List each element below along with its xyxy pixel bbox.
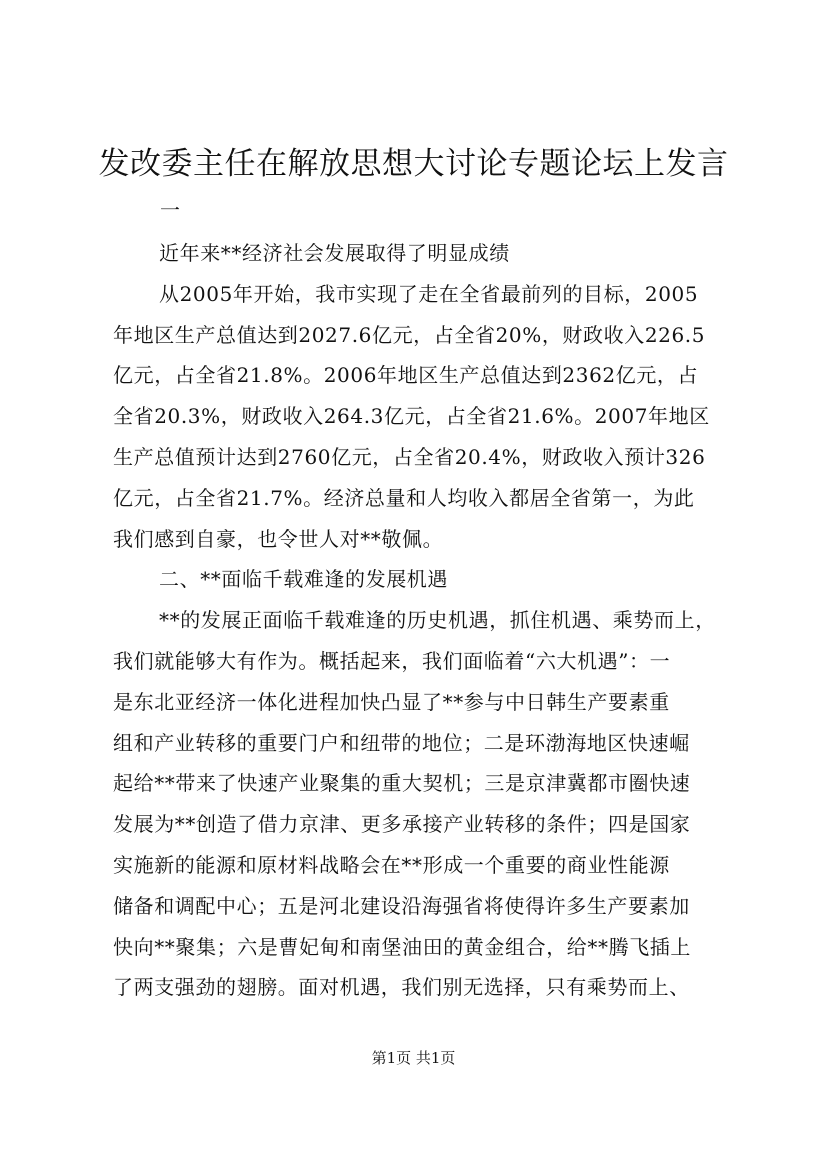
paragraph-line: 亿元，占全省21.7%。经济总量和人均收入都居全省第一，为此	[113, 485, 695, 510]
paragraph-line: 发展为**创造了借力京津、更多承接产业转移的条件；四是国家	[113, 812, 691, 837]
paragraph-line: 是东北亚经济一体化进程加快凸显了**参与中日韩生产要素重	[113, 689, 670, 714]
paragraph-line: 起给**带来了快速产业聚集的重大契机；三是京津冀都市圈快速	[113, 771, 691, 796]
paragraph-line: 我们就能够大有作为。概括起来，我们面临着“六大机遇”：一	[113, 648, 671, 673]
paragraph-line: 全省20.3%，财政收入264.3亿元，占全省21.6%。2007年地区	[113, 404, 710, 429]
paragraph-line: 组和产业转移的重要门户和纽带的地位；二是环渤海地区快速崛	[113, 730, 690, 755]
heading-line: 二、**面临千载难逢的发展机遇	[159, 567, 448, 592]
document-body	[113, 233, 715, 1008]
paragraph-line: 实施新的能源和原材料战略会在**形成一个重要的商业性能源	[113, 852, 670, 877]
paragraph-line: 从2005年开始，我市实现了走在全省最前列的目标，2005	[159, 281, 699, 306]
paragraph-line: 我们感到自豪，也令世人对**敬佩。	[113, 526, 444, 551]
paragraph-line: 储备和调配中心；五是河北建设沿海强省将使得许多生产要素加	[113, 893, 690, 918]
paragraph-line: 了两支强劲的翅膀。面对机遇，我们别无选择，只有乘势而上、	[113, 975, 690, 1000]
paragraph-line: 快向**聚集；六是曹妃甸和南堡油田的黄金组合，给**腾飞插上	[113, 934, 691, 959]
document-title: 发改委主任在解放思想大讨论专题论坛上发言	[98, 146, 729, 182]
page-footer: 第1页 共1页	[371, 1049, 456, 1067]
heading-line: 近年来**经济社会发展取得了明显成绩	[159, 241, 510, 265]
paragraph-line: **的发展正面临千载难逢的历史机遇，抓住机遇、乘势而上，	[159, 608, 716, 633]
paragraph-line: 生产总值预计达到2760亿元，占全省20.4%，财政收入预计326	[113, 444, 706, 469]
section-one-marker: 一	[160, 198, 180, 222]
paragraph-line: 年地区生产总值达到2027.6亿元，占全省20%，财政收入226.5	[113, 322, 706, 347]
paragraph-line: 亿元，占全省21.8%。2006年地区生产总值达到2362亿元，占	[113, 363, 699, 388]
